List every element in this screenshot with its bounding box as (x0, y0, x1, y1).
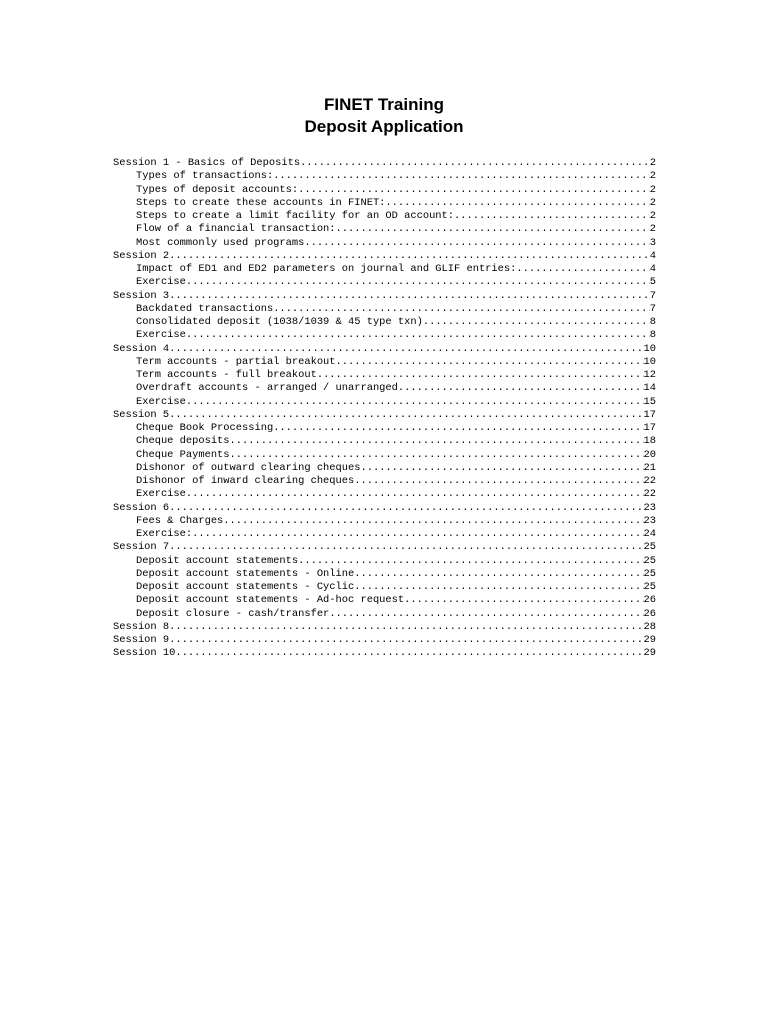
toc-subentry[interactable] (113, 608, 656, 621)
toc-dot-leader (169, 502, 643, 515)
toc-subentry[interactable] (113, 515, 656, 528)
toc-entry-label: Session 1 - Basics of Deposits (113, 157, 301, 169)
toc-entry-page-number: 28 (643, 620, 656, 633)
toc-entry-page-number: 8 (649, 316, 656, 328)
toc-dot-leader (230, 449, 644, 462)
toc-entry-label: Deposit account statements - Cyclic (136, 581, 355, 593)
toc-dot-leader (169, 409, 643, 422)
toc-entry-page-number: 26 (643, 607, 656, 620)
toc-session-entry[interactable] (113, 541, 656, 554)
toc-subentry[interactable] (113, 210, 656, 223)
toc-entry-label: Types of deposit accounts: (136, 183, 299, 196)
toc-entry-label: Cheque Book Processing (136, 422, 274, 434)
toc-subentry[interactable] (113, 581, 656, 594)
title-line-2: Deposit Application (304, 117, 464, 136)
toc-subentry[interactable] (113, 555, 656, 568)
toc-dot-leader (169, 634, 643, 647)
toc-entry-page-number: 23 (643, 501, 656, 514)
toc-entry-label: Steps to create a limit facility for an OD account: (136, 210, 455, 222)
toc-dot-leader (169, 541, 643, 554)
toc-dot-leader (169, 343, 643, 356)
toc-entry-page-number: 22 (643, 488, 656, 501)
toc-entry-page-number: 24 (643, 528, 656, 540)
toc-entry-label: Session 2 (113, 249, 170, 262)
toc-subentry[interactable] (113, 462, 656, 475)
toc-entry-page-number: 7 (649, 289, 656, 302)
toc-subentry[interactable] (113, 184, 656, 197)
toc-entry-page-number: 29 (643, 647, 656, 660)
toc-subentry[interactable] (113, 594, 656, 607)
toc-entry-page-number: 10 (643, 342, 656, 355)
toc-dot-leader (223, 515, 643, 528)
toc-subentry[interactable] (113, 422, 656, 435)
toc-entry-page-number: 2 (649, 183, 656, 196)
toc-dot-leader (169, 290, 650, 303)
toc-entry-label: Overdraft accounts - arranged / unarranged (136, 382, 398, 395)
toc-session-entry[interactable] (113, 290, 656, 303)
toc-entry-label: Most commonly used programs (136, 236, 305, 249)
toc-dot-leader (354, 475, 643, 488)
toc-entry-label: Exercise: (136, 528, 193, 540)
toc-entry-page-number: 23 (643, 514, 656, 527)
toc-entry-label: Cheque Payments (136, 448, 230, 461)
toc-dot-leader (186, 329, 650, 342)
toc-entry-page-number: 12 (643, 369, 656, 381)
toc-dot-leader (273, 303, 650, 316)
toc-session-entry[interactable] (113, 647, 656, 660)
toc-dot-leader (385, 197, 649, 210)
toc-entry-label: Session 10 (113, 647, 176, 660)
toc-entry-label: Deposit account statements (136, 554, 299, 567)
document-title (0, 94, 768, 138)
toc-subentry[interactable] (113, 237, 656, 250)
toc-dot-leader (336, 223, 650, 236)
toc-subentry[interactable] (113, 488, 656, 501)
toc-entry-label: Consolidated deposit (1038/1039 & 45 type txn) (136, 316, 423, 328)
toc-subentry[interactable] (113, 276, 656, 289)
toc-entry-label: Deposit account statements - Ad-hoc request (136, 594, 405, 607)
toc-dot-leader (516, 263, 649, 276)
toc-entry-page-number: 14 (643, 382, 656, 395)
toc-entry-page-number: 2 (649, 170, 656, 183)
toc-entry-page-number: 25 (643, 581, 656, 593)
toc-dot-leader (423, 316, 650, 329)
toc-dot-leader (398, 382, 644, 395)
toc-entry-page-number: 4 (649, 249, 656, 262)
toc-session-entry[interactable] (113, 343, 656, 356)
toc-entry-page-number: 26 (643, 594, 656, 607)
toc-dot-leader (175, 647, 643, 660)
toc-dot-leader (454, 210, 650, 223)
toc-dot-leader (354, 568, 643, 581)
toc-entry-label: Deposit closure - cash/transfer (136, 607, 330, 620)
toc-subentry[interactable] (113, 263, 656, 276)
toc-entry-page-number: 25 (643, 541, 656, 554)
toc-entry-label: Steps to create these accounts in FINET: (136, 196, 386, 209)
toc-session-entry[interactable] (113, 409, 656, 422)
toc-entry-page-number: 2 (649, 223, 656, 236)
toc-entry-page-number: 22 (643, 475, 656, 487)
toc-dot-leader (273, 170, 650, 183)
toc-entry-page-number: 8 (649, 329, 656, 342)
toc-entry-label: Types of transactions: (136, 170, 274, 183)
toc-dot-leader (300, 157, 650, 170)
toc-entry-label: Exercise (136, 276, 186, 289)
toc-entry-page-number: 5 (649, 276, 656, 289)
toc-session-entry[interactable] (113, 502, 656, 515)
toc-subentry[interactable] (113, 382, 656, 395)
toc-entry-label: Session 6 (113, 501, 170, 514)
toc-session-entry[interactable] (113, 157, 656, 170)
toc-dot-leader (273, 422, 643, 435)
toc-entry-label: Dishonor of inward clearing cheques (136, 475, 355, 487)
toc-dot-leader (192, 528, 643, 541)
toc-entry-label: Deposit account statements - Online (136, 567, 355, 580)
table-of-contents (113, 157, 656, 661)
toc-entry-label: Cheque deposits (136, 435, 230, 448)
toc-subentry[interactable] (113, 223, 656, 236)
toc-dot-leader (169, 621, 643, 634)
toc-entry-page-number: 2 (649, 196, 656, 209)
toc-session-entry[interactable] (113, 621, 656, 634)
toc-session-entry[interactable] (113, 634, 656, 647)
toc-entry-label: Session 5 (113, 408, 170, 421)
toc-dot-leader (354, 581, 643, 594)
toc-entry-label: Backdated transactions (136, 302, 274, 315)
toc-subentry[interactable] (113, 568, 656, 581)
toc-entry-page-number: 29 (643, 634, 656, 646)
toc-entry-page-number: 4 (649, 263, 656, 275)
toc-subentry[interactable] (113, 303, 656, 316)
toc-entry-label: Dishonor of outward clearing cheques (136, 461, 361, 474)
toc-entry-page-number: 17 (643, 422, 656, 434)
toc-dot-leader (186, 396, 644, 409)
title-line-1: FINET Training (324, 95, 444, 114)
toc-dot-leader (336, 356, 644, 369)
toc-dot-leader (298, 184, 650, 197)
toc-entry-label: Term accounts - partial breakout (136, 355, 336, 368)
toc-subentry[interactable] (113, 170, 656, 183)
toc-subentry[interactable] (113, 197, 656, 210)
toc-dot-leader (404, 594, 643, 607)
toc-dot-leader (317, 369, 644, 382)
toc-entry-label: Exercise (136, 488, 186, 501)
toc-entry-page-number: 25 (643, 567, 656, 580)
toc-entry-label: Flow of a financial transaction: (136, 223, 336, 236)
toc-dot-leader (186, 488, 644, 501)
toc-subentry[interactable] (113, 435, 656, 448)
toc-subentry[interactable] (113, 396, 656, 409)
toc-subentry[interactable] (113, 329, 656, 342)
toc-dot-leader (329, 608, 643, 621)
toc-entry-label: Session 7 (113, 541, 170, 554)
toc-dot-leader (169, 250, 650, 263)
toc-entry-label: Fees & Charges (136, 514, 224, 527)
toc-entry-page-number: 2 (649, 157, 656, 169)
toc-dot-leader (186, 276, 650, 289)
toc-entry-page-number: 20 (643, 448, 656, 461)
toc-entry-page-number: 2 (649, 210, 656, 222)
toc-entry-label: Session 9 (113, 634, 170, 646)
toc-entry-page-number: 18 (643, 435, 656, 448)
toc-subentry[interactable] (113, 316, 656, 329)
toc-dot-leader (304, 237, 649, 250)
toc-entry-label: Impact of ED1 and ED2 parameters on journal and GLIF entries: (136, 263, 517, 275)
toc-dot-leader (298, 555, 643, 568)
toc-subentry[interactable] (113, 449, 656, 462)
toc-entry-page-number: 17 (643, 408, 656, 421)
toc-subentry[interactable] (113, 475, 656, 488)
toc-entry-label: Exercise (136, 329, 186, 342)
toc-subentry[interactable] (113, 356, 656, 369)
toc-session-entry[interactable] (113, 250, 656, 263)
toc-dot-leader (230, 435, 644, 448)
toc-subentry[interactable] (113, 369, 656, 382)
toc-entry-label: Session 4 (113, 342, 170, 355)
toc-entry-page-number: 15 (643, 395, 656, 408)
toc-entry-label: Exercise (136, 395, 186, 408)
toc-entry-page-number: 10 (643, 355, 656, 368)
toc-subentry[interactable] (113, 528, 656, 541)
toc-dot-leader (360, 462, 643, 475)
toc-entry-label: Session 3 (113, 289, 170, 302)
toc-entry-page-number: 7 (649, 302, 656, 315)
toc-entry-page-number: 25 (643, 554, 656, 567)
toc-entry-label: Term accounts - full breakout (136, 369, 317, 381)
toc-entry-page-number: 21 (643, 461, 656, 474)
toc-entry-page-number: 3 (649, 236, 656, 249)
toc-entry-label: Session 8 (113, 620, 170, 633)
